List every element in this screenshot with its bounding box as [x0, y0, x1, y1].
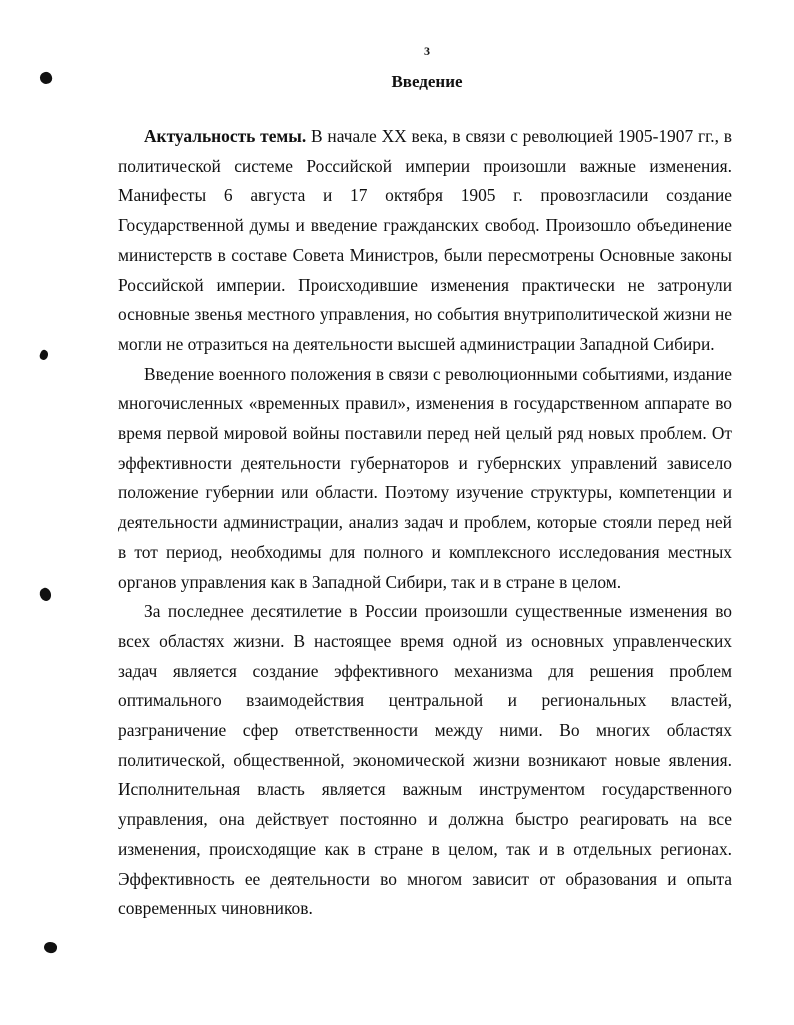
scan-mark [38, 349, 49, 361]
paragraph-text: Введение военного положения в связи с революционными событиями, издание многочисленных «временных правил», изменения в государственном аппарате во время первой мировой войны поставили перед ней целый ряд новых проблем. От эффективности деятельности губернаторов и губернских управлений зависело положение губернии или области. Поэтому изучение структуры, компетенции и деятельности администрации, анализ задач и проблем, которые стояли перед ней в тот период, необходимы для полного и комплексного исследования местных органов управления как в Западной Сибири, так и в стране в целом. [118, 363, 732, 592]
paragraph-lead: Актуальность темы. [144, 126, 307, 146]
paragraph [118, 122, 732, 360]
document-body [118, 122, 732, 924]
paragraph-text: За последнее десятилетие в России произошли существенные изменения во всех областях жизни. В настоящее время одной из основных управленческих задач является создание эффективного механизма для решения проблем оптимального взаимодействия центральной и региональных властей, разграничение сфер ответственности между ними. Во многих областях политической, общественной, экономической жизни возникают новые явления. Исполнительная власть является важным инструментом государственного управления, она действует постоянно и должна быстро реагировать на все изменения, происходящие как в стране в целом, так и в отдельных регионах. Эффективность ее деятельности во многом зависит от образования и опыта современных чиновников. [118, 601, 732, 919]
scan-mark [37, 586, 53, 603]
paragraph [118, 597, 732, 924]
scan-mark [43, 941, 58, 955]
paragraph [118, 360, 732, 598]
page-number: 3 [424, 44, 430, 58]
paragraph-text: В начале XX века, в связи с революцией 1905-1907 гг., в политической системе Российской империи произошли важные изменения. Манифесты 6 августа и 17 октября 1905 г. провозгласили создание Государственной думы и введение гражданских свобод. Произошло объединение министерств в составе Совета Министров, были пересмотрены Основные законы Российской империи. Происходившие изменения практически не затронули основные звенья местного управления, но события внутриполитической жизни не могли не отразиться на деятельности высшей администрации Западной Сибири. [118, 126, 732, 354]
page-title: Введение [391, 72, 463, 91]
